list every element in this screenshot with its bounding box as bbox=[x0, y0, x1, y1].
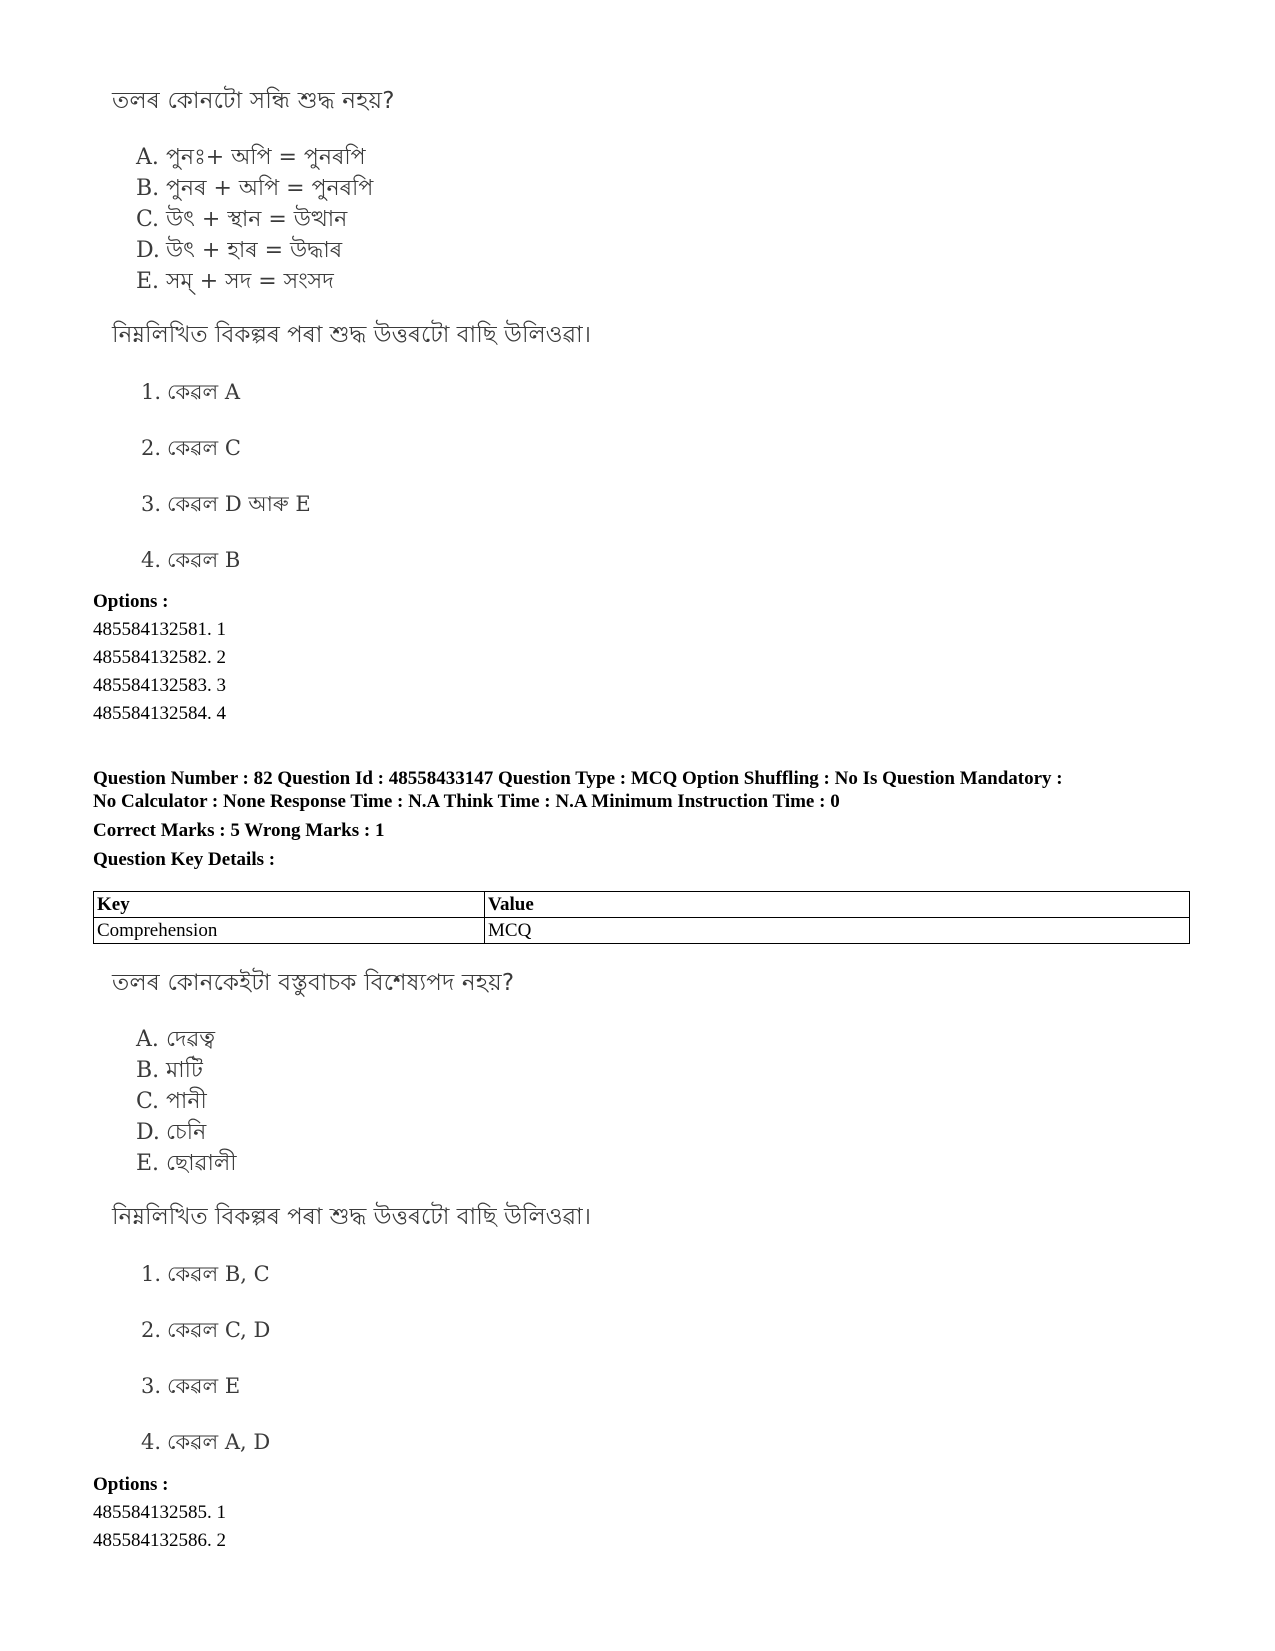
statement-text: উৎ + স্থান = উত্থান bbox=[166, 207, 348, 232]
choice-text: কেৱল C, D bbox=[167, 1318, 271, 1342]
options-heading: Options : bbox=[93, 591, 169, 612]
choice-number: 3. bbox=[141, 1374, 162, 1398]
table-header-key: Key bbox=[94, 892, 485, 918]
choice-text: কেৱল A bbox=[167, 380, 240, 404]
statement-text: পুনৰ + অপি = পুনৰপি bbox=[166, 176, 374, 201]
marks-line: Correct Marks : 5 Wrong Marks : 1 bbox=[93, 820, 385, 841]
choice-text: কেৱল E bbox=[167, 1374, 241, 1398]
choice-number: 4. bbox=[141, 548, 162, 572]
choice-text: কেৱল B, C bbox=[167, 1262, 270, 1286]
question-1-text: তলৰ কোনটো সন্ধি শুদ্ধ নহয়? bbox=[112, 88, 395, 114]
statement-text: সম্ + সদ = সংসদ bbox=[166, 269, 334, 294]
key-details-heading: Question Key Details : bbox=[93, 849, 276, 870]
statement-text: ছোৱালী bbox=[166, 1151, 237, 1176]
choice-text: কেৱল C bbox=[167, 436, 241, 460]
choice-number: 2. bbox=[141, 436, 162, 460]
choice-2 bbox=[141, 432, 241, 467]
question-2-instruction: নিম্নলিখিত বিকল্পৰ পৰা শুদ্ধ উত্তৰটো বাছি উলিওৱা। bbox=[112, 1204, 591, 1230]
statement-text: পানী bbox=[166, 1089, 207, 1114]
statement-label: A. bbox=[136, 145, 159, 170]
table-cell-key: Comprehension bbox=[94, 918, 485, 944]
table-cell-value: MCQ bbox=[485, 918, 1190, 944]
choice-1 bbox=[141, 376, 240, 411]
choice-4 bbox=[141, 544, 240, 579]
option-id: 485584132583. 3 bbox=[93, 675, 226, 696]
statement-text: উৎ + হাৰ = উদ্ধাৰ bbox=[166, 238, 343, 263]
question-1-instruction: নিম্নলিখিত বিকল্পৰ পৰা শুদ্ধ উত্তৰটো বাছি উলিওৱা। bbox=[112, 322, 591, 348]
key-details-table bbox=[93, 891, 1190, 944]
statement-label: D. bbox=[136, 238, 160, 263]
statement-text: মাটি bbox=[166, 1058, 203, 1083]
statement-label: D. bbox=[136, 1120, 160, 1145]
choice-number: 2. bbox=[141, 1318, 162, 1342]
option-id: 485584132584. 4 bbox=[93, 703, 226, 724]
choice-3 bbox=[141, 488, 311, 523]
statement-label: B. bbox=[136, 176, 160, 201]
choice-number: 1. bbox=[141, 380, 162, 404]
question-2-text: তলৰ কোনকেইটা বস্তুবাচক বিশেষ্যপদ নহয়? bbox=[112, 970, 515, 996]
choice-3 bbox=[141, 1370, 240, 1405]
statement-label: B. bbox=[136, 1058, 160, 1083]
table-header-value: Value bbox=[485, 892, 1190, 918]
choice-text: কেৱল D আৰু E bbox=[167, 492, 311, 516]
statement-label: C. bbox=[136, 207, 160, 232]
option-id: 485584132581. 1 bbox=[93, 619, 226, 640]
choice-1 bbox=[141, 1258, 270, 1293]
choice-number: 1. bbox=[141, 1262, 162, 1286]
question-meta-line: No Calculator : None Response Time : N.A Think Time : N.A Minimum Instruction Time : 0 bbox=[93, 791, 840, 812]
statement-e bbox=[136, 1146, 237, 1183]
statement-label: A. bbox=[136, 1027, 159, 1052]
statement-label: E. bbox=[136, 269, 160, 294]
options-heading: Options : bbox=[93, 1474, 169, 1495]
statement-label: E. bbox=[136, 1151, 160, 1176]
choice-text: কেৱল B bbox=[167, 548, 241, 572]
choice-text: কেৱল A, D bbox=[167, 1430, 271, 1454]
table-header-row bbox=[94, 892, 1190, 918]
statement-text: পুনঃ+ অপি = পুনৰপি bbox=[166, 145, 366, 170]
question-meta-line: Question Number : 82 Question Id : 48558433147 Question Type : MCQ Option Shuffling : No Is Question Mandatory : bbox=[93, 768, 1063, 789]
statement-e bbox=[136, 264, 334, 301]
choice-number: 4. bbox=[141, 1430, 162, 1454]
statement-text: দেৱত্ব bbox=[166, 1027, 216, 1052]
statement-label: C. bbox=[136, 1089, 160, 1114]
statement-text: চেনি bbox=[166, 1120, 207, 1145]
table-row bbox=[94, 918, 1190, 944]
option-id: 485584132586. 2 bbox=[93, 1530, 226, 1551]
option-id: 485584132585. 1 bbox=[93, 1502, 226, 1523]
choice-number: 3. bbox=[141, 492, 162, 516]
choice-4 bbox=[141, 1426, 270, 1461]
choice-2 bbox=[141, 1314, 270, 1349]
option-id: 485584132582. 2 bbox=[93, 647, 226, 668]
